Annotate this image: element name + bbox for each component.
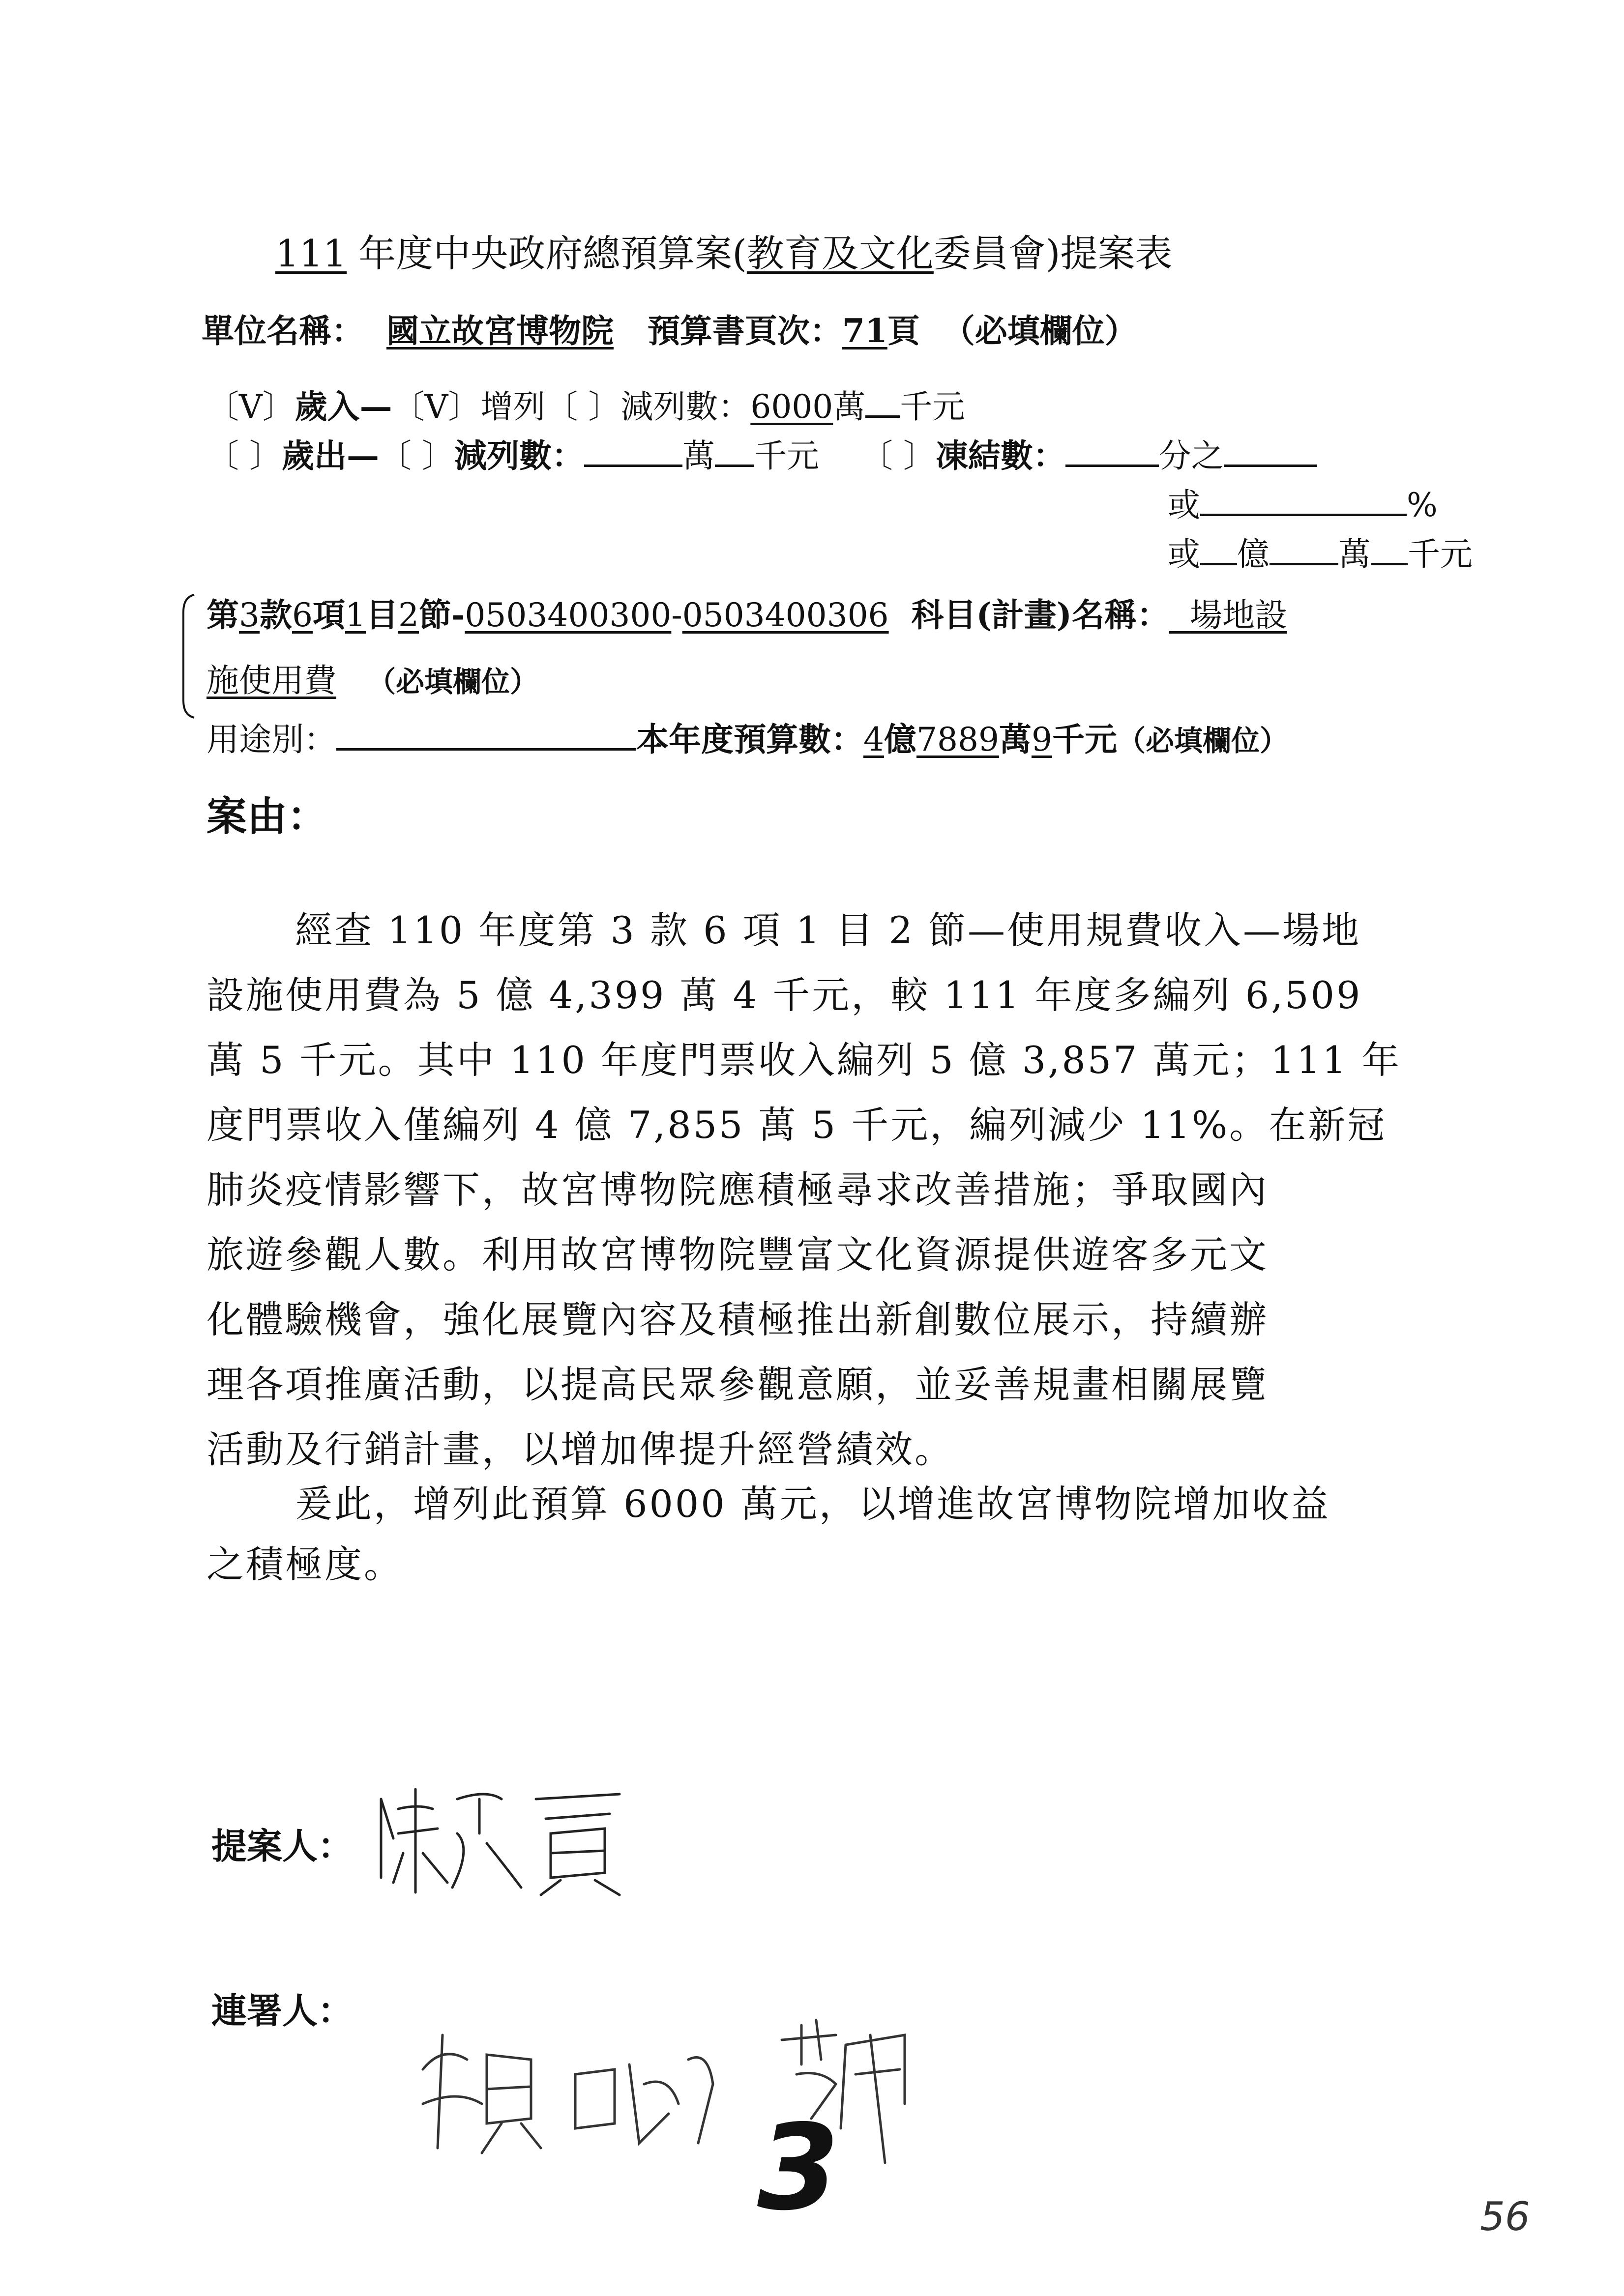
budget-page: 71	[842, 312, 887, 350]
usage-row: 用途別： 本年度預算數：4億7889萬9千元（必填欄位）	[207, 719, 1288, 756]
revenue-row: 〔V〕歲入—〔V〕增列〔 〕減列數：6000萬 千元	[207, 386, 965, 423]
cosigner-label: 連署人：	[211, 1990, 354, 2032]
freeze-amount: 或 億 萬 千元	[1168, 533, 1473, 571]
expense-row: 〔 〕歲出—〔 〕減列數： 萬 千元 〔 〕凍結數： 分之	[207, 435, 1317, 472]
form-title: 111 年度中央政府總預算案(教育及文化委員會)提案表	[275, 232, 1173, 275]
unit-name: 國立故宮博物院	[386, 312, 614, 350]
proposer-label: 提案人：	[211, 1825, 354, 1867]
cosigner-count: 3	[757, 2099, 839, 2237]
bracket	[179, 592, 199, 720]
page-number: 56	[1480, 2194, 1530, 2239]
increase-amount: 6000	[750, 388, 833, 426]
item-row: 第3款6項1目2節-0503400300-0503400306 科目(計畫)名稱： 場地設	[207, 596, 1287, 634]
code-to: 0503400306	[682, 596, 889, 634]
freeze-percent: 或 %	[1168, 484, 1438, 522]
proposer-signature	[374, 1779, 649, 1897]
cosigner-signatures	[413, 2005, 993, 2212]
subject-row: 施使用費 （必填欄位）	[207, 662, 538, 699]
unit-row: 單位名稱： 國立故宮博物院 預算書頁次：71頁 （必填欄位）	[202, 312, 1137, 350]
reason-heading: 案由：	[207, 793, 328, 840]
code-from: 0503400300	[465, 596, 672, 634]
